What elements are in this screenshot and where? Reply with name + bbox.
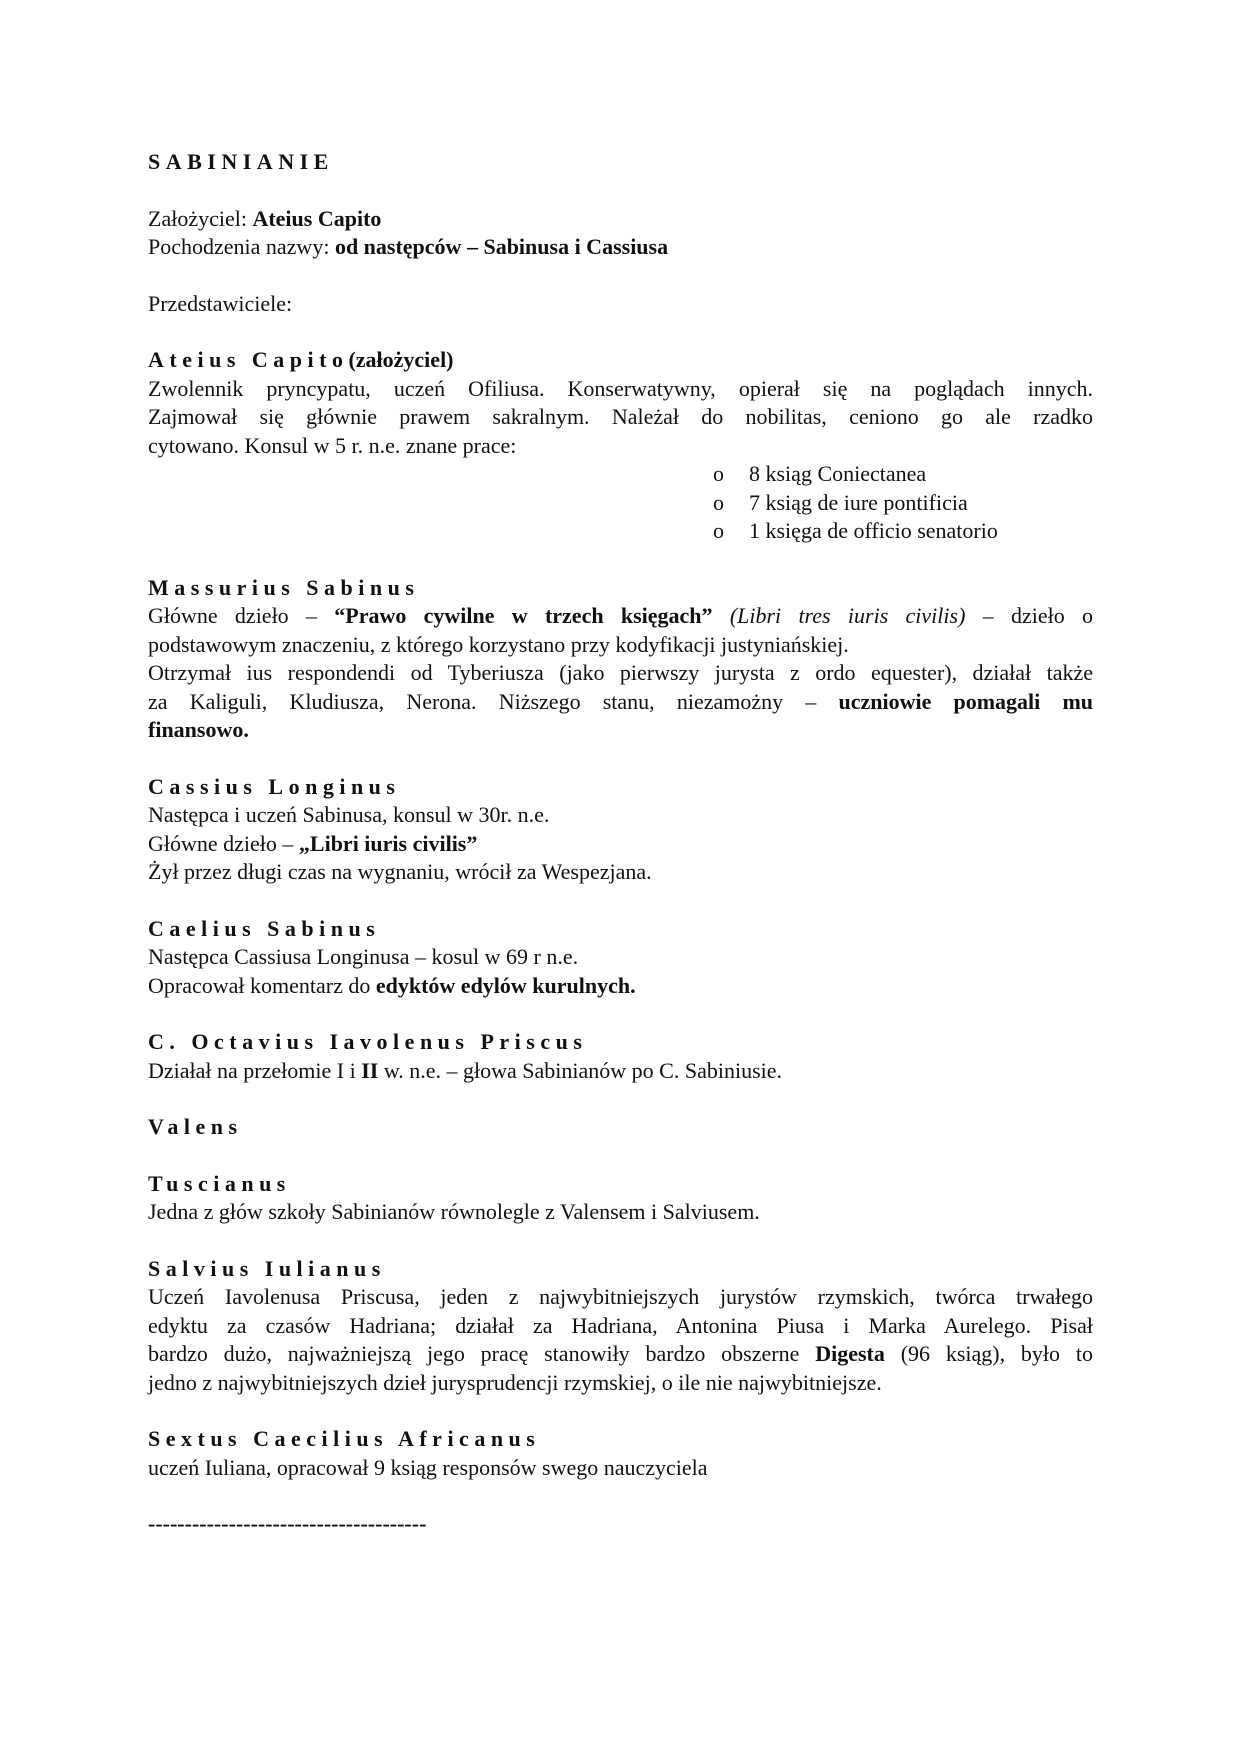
heading-longinus: Cassius Longinus — [148, 773, 401, 799]
heading-tuscianus: Tuscianus — [148, 1170, 291, 1196]
section-caelius — [148, 915, 1093, 1001]
iulianus-line-4: jedno z najwybitniejszych dzieł jurysprudencji rzymskiej, o ile nie najwybitniejsze. — [148, 1369, 882, 1395]
representatives-label: Przedstawiciele: — [148, 290, 293, 316]
section-valens — [148, 1113, 1093, 1142]
tuscianus-line-1: Jedna z głów szkoły Sabinianów równolegle z Valensem i Salviusem. — [148, 1199, 760, 1224]
iavolenus-text-a: Działał na przełomie I i — [148, 1057, 356, 1083]
capito-line-1: Zwolennik pryncypatu, uczeń Ofiliusa. Konserwatywny, opierał się na poglądach innych. — [148, 375, 1093, 401]
intro-section — [148, 205, 1093, 262]
caelius-line-2 — [148, 972, 1093, 1001]
origin-line — [148, 233, 1093, 262]
representatives-section — [148, 290, 1093, 319]
iulianus-line-3 — [148, 1340, 1093, 1369]
caelius-text-bold: edyktów edylów kurulnych. — [375, 972, 636, 998]
sabinus-text-c: za Kaliguli, Kludiusza, Nerona. Niższego stanu, niezamożny – — [148, 688, 817, 714]
sabinus-line-4 — [148, 688, 1093, 717]
document-page — [148, 148, 1093, 1539]
bullet-icon: o — [713, 461, 724, 486]
sabinus-line-5 — [148, 716, 1093, 745]
longinus-line-2 — [148, 830, 1093, 859]
bullet-icon: o — [713, 518, 724, 543]
heading-valens: Valens — [148, 1114, 243, 1139]
heading-africanus: Sextus Caecilius Africanus — [148, 1426, 541, 1451]
heading-capito-name: Ateius Capito — [148, 347, 349, 372]
origin-value-2: Sabinusa i Cassiusa — [483, 234, 669, 259]
longinus-line-3: Żył przez długi czas na wygnaniu, wrócił za Wespezjana. — [148, 859, 652, 884]
longinus-work-title: „Libri iuris civilis” — [298, 830, 478, 856]
longinus-text-a: Główne dzieło – — [148, 830, 294, 856]
iavolenus-line-1 — [148, 1057, 1093, 1086]
heading-capito — [148, 346, 1093, 375]
sabinus-text-bold-end: finansowo. — [148, 717, 249, 742]
section-longinus — [148, 773, 1093, 887]
list-item — [713, 489, 1093, 518]
bullet-icon: o — [713, 489, 724, 515]
section-iulianus — [148, 1255, 1093, 1398]
heading-sabinus: Massurius Sabinus — [148, 574, 420, 600]
caelius-line-1 — [148, 943, 1093, 972]
heading-iulianus: Salvius Iulianus — [148, 1255, 386, 1281]
section-capito — [148, 346, 1093, 546]
founder-name: Ateius Capito — [252, 205, 382, 231]
founder-line — [148, 205, 1093, 234]
origin-label: Pochodzenia nazwy: — [148, 234, 330, 259]
origin-dash: – — [466, 234, 478, 259]
sabinus-text-b: – dzieło o — [982, 603, 1094, 628]
list-item — [713, 460, 1093, 489]
sabinus-text-a: Główne dzieło – — [148, 603, 317, 628]
closing-rule: -------------------------------------- — [148, 1511, 427, 1536]
iavolenus-text-c: w. n.e. – głowa Sabinianów po C. Sabiniusie. — [383, 1057, 783, 1083]
founder-label: Założyciel: — [148, 205, 247, 231]
sabinus-line-1 — [148, 602, 1093, 631]
capito-line-3: cytowano. Konsul w 5 r. n.e. znane prace: — [148, 432, 517, 458]
work-title: 1 księga de officio senatorio — [749, 518, 998, 543]
sabinus-line-3: Otrzymał ius respondendi od Tyberiusza (jako pierwszy jurysta z ordo equester), działał także — [148, 660, 1093, 685]
section-africanus — [148, 1425, 1093, 1482]
iulianus-line-1: Uczeń Iavolenusa Priscusa, jeden z najwybitniejszych jurystów rzymskich, twórca trwałego — [148, 1284, 1093, 1309]
heading-caelius: Caelius Sabinus — [148, 915, 381, 941]
origin-value-1: od następców — [334, 234, 462, 259]
capito-works-list — [148, 460, 1093, 546]
sabinus-work-title: “Prawo cywilne w trzech księgach” — [334, 603, 713, 628]
caelius-text-a: Następca Cassiusa Longinusa – — [148, 944, 426, 969]
section-iavolenus — [148, 1028, 1093, 1085]
capito-line-2: Zajmował się głównie prawem sakralnym. Należał do nobilitas, ceniono go ale rzadko — [148, 404, 1093, 429]
caelius-text-c: Opracował komentarz do — [148, 972, 371, 998]
longinus-line-1: Następca i uczeń Sabinusa, konsul w 30r. n.e. — [148, 802, 550, 827]
work-title: 7 ksiąg de iure pontificia — [749, 489, 968, 515]
caelius-text-b: kosul w 69 r n.e. — [431, 944, 579, 969]
sabinus-latin-title: (Libri tres iuris civilis) — [729, 603, 966, 628]
list-item — [713, 517, 1093, 546]
iulianus-text-c: (96 ksiąg), było to — [900, 1341, 1093, 1366]
section-tuscianus — [148, 1170, 1093, 1227]
section-sabinus — [148, 574, 1093, 745]
heading-capito-note: (założyciel) — [348, 347, 454, 372]
sabinus-line-2: podstawowym znaczeniu, z którego korzystano przy kodyfikacji justyniańskiej. — [148, 631, 849, 657]
document-title: SABINIANIE — [148, 149, 334, 174]
iavolenus-text-bold: II — [361, 1057, 379, 1083]
iulianus-text-a: bardzo dużo, najważniejszą jego pracę stanowiły bardzo obszerne — [148, 1341, 800, 1366]
work-title: 8 ksiąg Coniectanea — [749, 461, 927, 486]
heading-iavolenus: C. Octavius Iavolenus Priscus — [148, 1029, 588, 1054]
sabinus-text-bold: uczniowie pomagali mu — [838, 688, 1093, 714]
africanus-line-1: uczeń Iuliana, opracował 9 ksiąg responsów swego nauczyciela — [148, 1454, 708, 1480]
iulianus-line-2: edyktu za czasów Hadriana; działał za Hadriana, Antonina Piusa i Marka Aurelego. Pisał — [148, 1312, 1093, 1338]
iulianus-work-title: Digesta — [815, 1341, 885, 1366]
